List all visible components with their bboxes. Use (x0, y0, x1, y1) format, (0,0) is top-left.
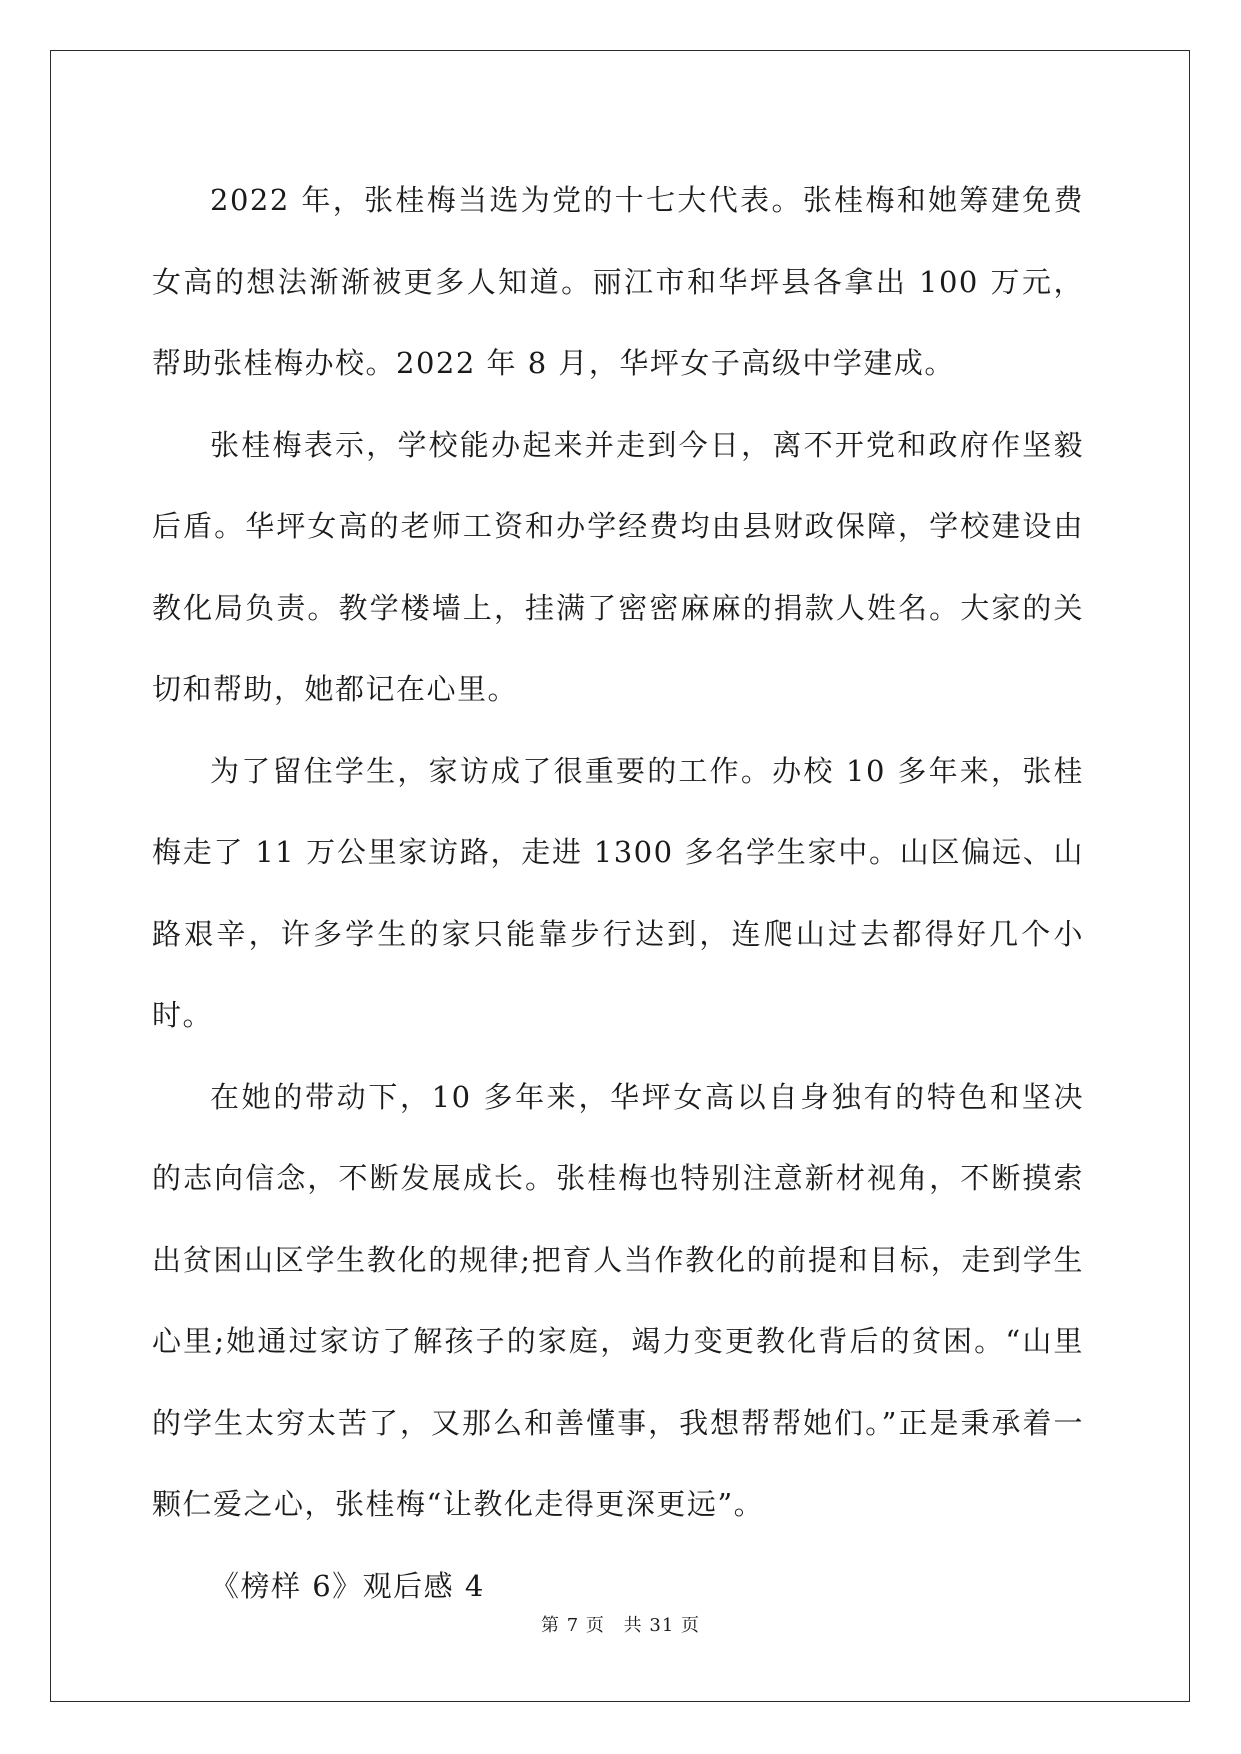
page-total: 共 31 页 (623, 1615, 700, 1636)
document-body (152, 160, 1084, 1627)
page-footer (0, 1611, 1241, 1637)
paragraph-1: 2022 年，张桂梅当选为党的十七大代表。张桂梅和她筹建免费女高的想法渐渐被更多人知道。丽江市和华坪县各拿出 100 万元，帮助张桂梅办校。2022 年 8 月，华坪女子高级中学建成。 (152, 183, 1084, 380)
section-heading: 《榜样 6》观后感 4 (210, 1568, 485, 1603)
page-number: 第 7 页 (541, 1615, 605, 1636)
paragraph-4: 在她的带动下，10 多年来，华坪女高以自身独有的特色和坚决的志向信念，不断发展成长。张桂梅也特别注意新材视角，不断摸索出贫困山区学生教化的规律;把育人当作教化的前提和目标，走到学生心里;她通过家访了解孩子的家庭，竭力变更教化背后的贫困。“山里的学生太穷太苦了，又那么和善懂事，我想帮帮她们。”正是秉承着一颗仁爱之心，张桂梅“让教化走得更深更远”。 (152, 1079, 1084, 1521)
paragraph-3: 为了留住学生，家访成了很重要的工作。办校 10 多年来，张桂梅走了 11 万公里家访路，走进 1300 多名学生家中。山区偏远、山路艰辛，许多学生的家只能靠步行达到，连爬山过去都得好几个小时。 (152, 753, 1084, 1032)
paragraph-2: 张桂梅表示，学校能办起来并走到今日，离不开党和政府作坚毅后盾。华坪女高的老师工资和办学经费均由县财政保障，学校建设由教化局负责。教学楼墙上，挂满了密密麻麻的捐款人姓名。大家的关切和帮助，她都记在心里。 (152, 427, 1084, 706)
